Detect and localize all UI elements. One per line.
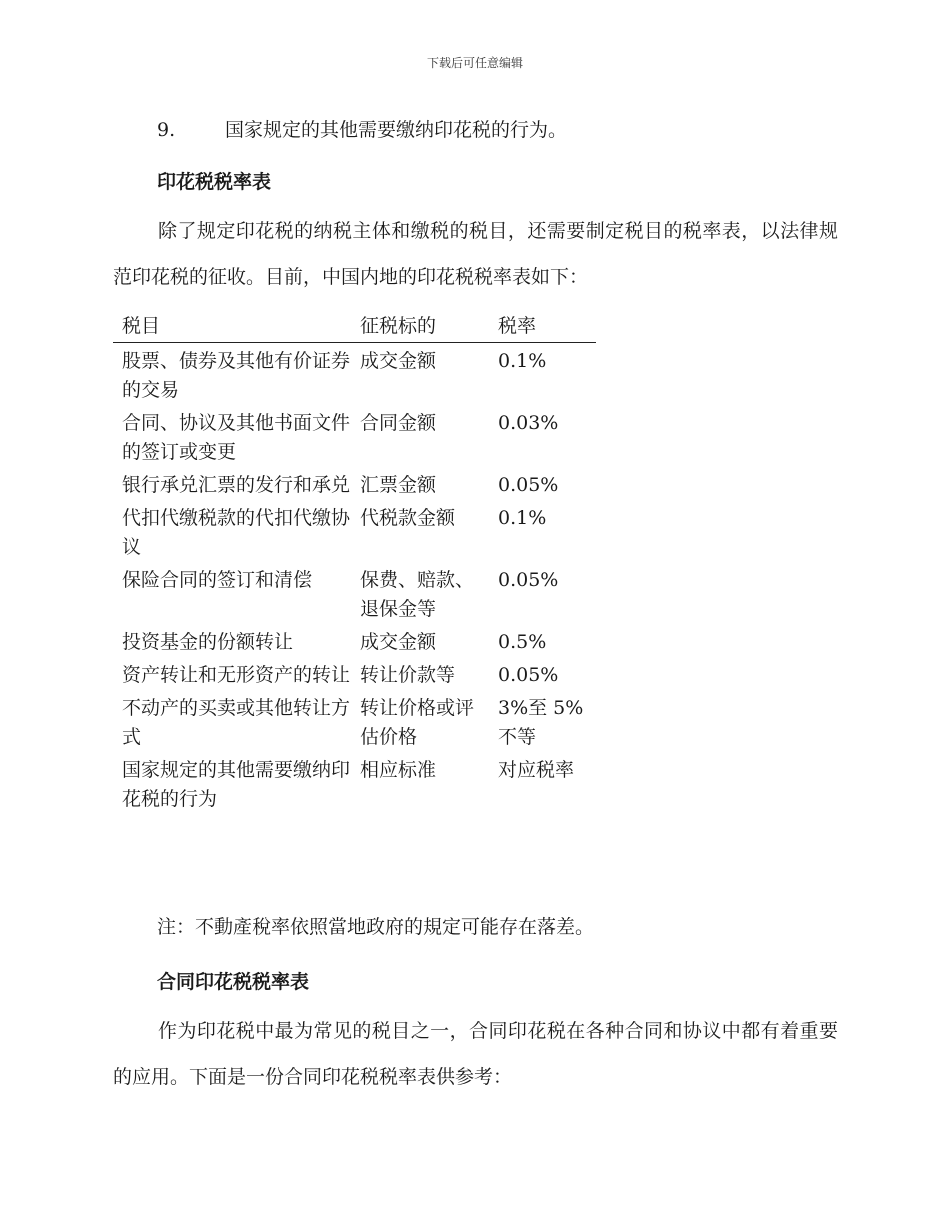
cell-tax-item: 不动产的买卖或其他转让方式 <box>122 697 351 748</box>
cell-tax-base: 成交金额 <box>360 631 437 653</box>
cell-tax-rate: 3%至 5%不等 <box>498 697 584 748</box>
cell-tax-base: 合同金额 <box>360 412 437 434</box>
intro-paragraph: 除了规定印花税的纳税主体和缴税的税目，还需要制定税目的税率表，以法律规范印花税的征收。目前，中国内地的印花税税率表如下： <box>113 220 838 288</box>
table-row <box>113 690 596 752</box>
section-heading-contract-rate-table: 合同印花税税率表 <box>157 971 310 993</box>
cell-tax-base: 汇票金额 <box>360 474 437 496</box>
cell-tax-item: 保险合同的签订和清偿 <box>122 569 313 591</box>
cell-tax-item: 银行承兑汇票的发行和承兑 <box>122 474 351 496</box>
table-row <box>113 752 596 814</box>
list-item-number: 9. <box>157 119 176 141</box>
page-header: 下载后可任意编辑 <box>426 56 523 70</box>
cell-tax-item: 资产转让和无形资产的转让 <box>122 664 351 686</box>
cell-tax-base: 保费、赔款、退保金等 <box>360 569 475 620</box>
cell-tax-item: 合同、协议及其他书面文件的签订或变更 <box>122 412 351 463</box>
table-row <box>113 562 596 624</box>
table-row <box>113 500 596 562</box>
list-item-text: 国家规定的其他需要缴纳印花税的行为。 <box>225 119 568 141</box>
cell-tax-base: 相应标准 <box>360 759 437 781</box>
table-row <box>113 467 596 500</box>
list-item-9 <box>157 115 567 142</box>
cell-tax-item: 代扣代缴税款的代扣代缴协议 <box>122 507 351 558</box>
cell-tax-rate: 0.1% <box>498 507 547 529</box>
cell-tax-rate: 0.05% <box>498 664 559 686</box>
stamp-tax-rate-table <box>113 312 596 814</box>
contract-paragraph: 作为印花税中最为常见的税目之一，合同印花税在各种合同和协议中都有着重要的应用。下面是一份合同印花税税率表供参考： <box>113 1020 838 1088</box>
cell-tax-rate: 0.05% <box>498 474 559 496</box>
cell-tax-rate: 0.5% <box>498 631 547 653</box>
cell-tax-rate: 对应税率 <box>498 759 575 781</box>
section-heading-rate-table: 印花税税率表 <box>157 171 272 193</box>
table-header-row <box>113 312 596 343</box>
cell-tax-item: 股票、债券及其他有价证券的交易 <box>122 350 351 401</box>
table-row <box>113 343 596 405</box>
table-row <box>113 624 596 657</box>
header-tax-rate: 税率 <box>498 315 537 337</box>
cell-tax-base: 转让价格或评估价格 <box>360 697 475 748</box>
table-row <box>113 405 596 467</box>
cell-tax-item: 国家规定的其他需要缴纳印花税的行为 <box>122 759 351 810</box>
cell-tax-base: 转让价款等 <box>360 664 456 686</box>
table-note: 注：不動產稅率依照當地政府的規定可能存在落差。 <box>157 916 595 938</box>
header-tax-base: 征税标的 <box>360 315 437 337</box>
cell-tax-base: 成交金额 <box>360 350 437 372</box>
header-tax-item: 税目 <box>122 315 161 337</box>
cell-tax-item: 投资基金的份额转让 <box>122 631 294 653</box>
cell-tax-rate: 0.1% <box>498 350 547 372</box>
cell-tax-rate: 0.03% <box>498 412 559 434</box>
table-row <box>113 657 596 690</box>
cell-tax-base: 代税款金额 <box>360 507 456 529</box>
cell-tax-rate: 0.05% <box>498 569 559 591</box>
